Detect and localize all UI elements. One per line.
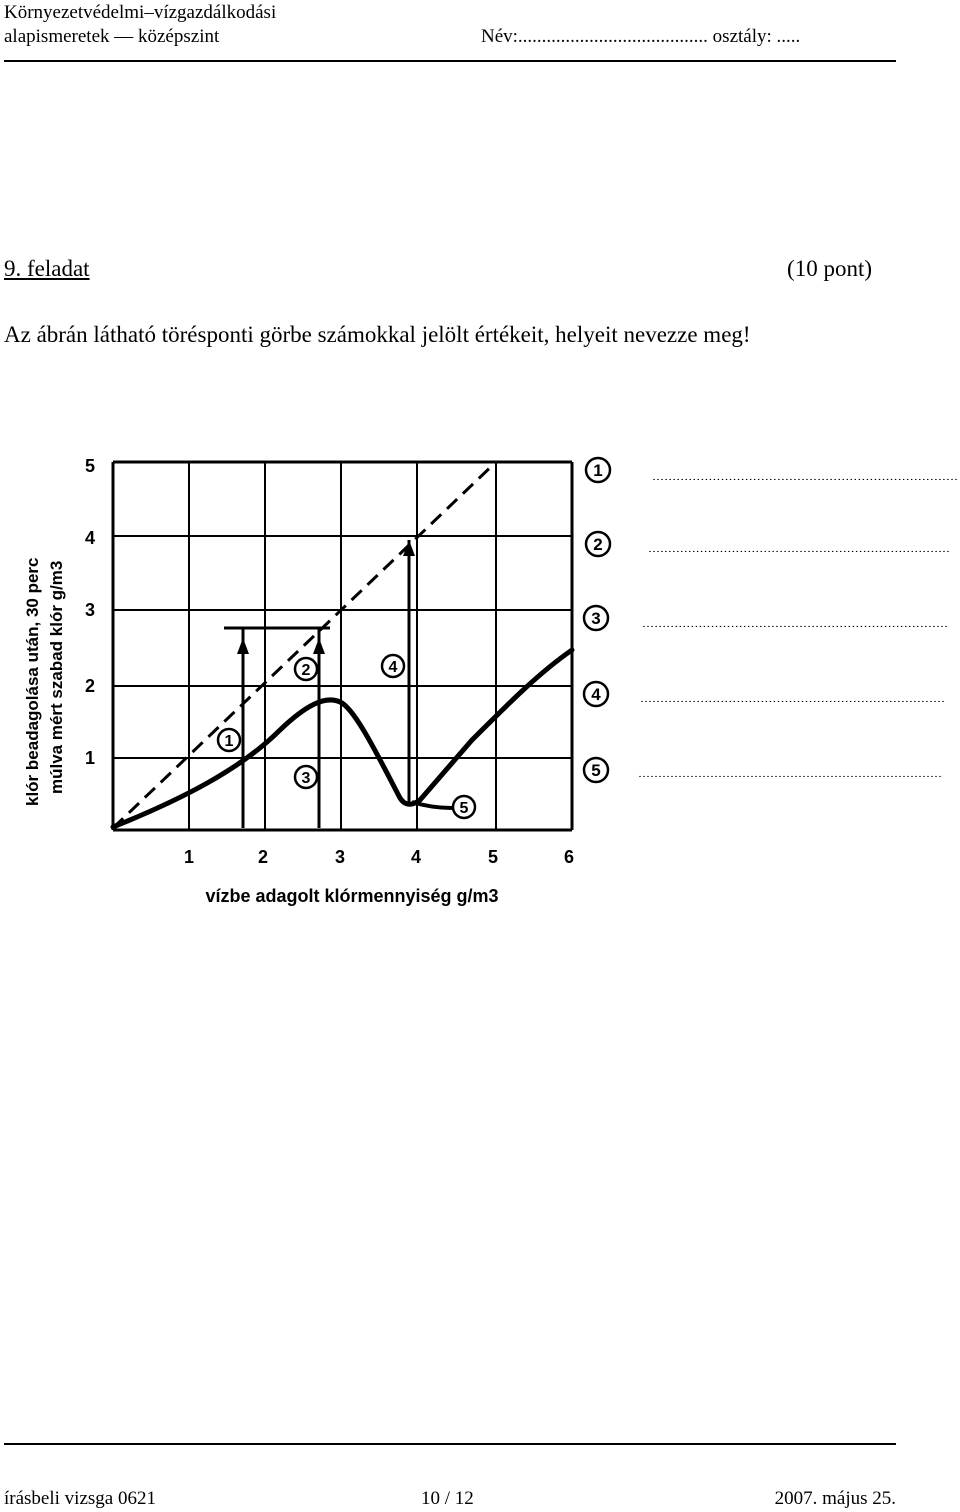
marker-1 xyxy=(218,729,240,751)
marker-4-label: 4 xyxy=(388,659,398,676)
arrow-head-2 xyxy=(313,638,325,654)
name-class-field: Név:........................................ osztály: ..... xyxy=(481,26,801,47)
answer-marker-3: 3 xyxy=(591,609,601,628)
answer-line-2: ............................................................................ xyxy=(648,544,950,555)
answer-line-3: ............................................................................ xyxy=(642,619,948,630)
x-axis-label: vízbe adagolt klórmennyiség g/m3 xyxy=(205,886,499,906)
footer-page-number: 10 / 12 xyxy=(421,1488,474,1509)
marker-5 xyxy=(453,796,475,818)
subject-title: Környezetvédelmi–vízgazdálkodási xyxy=(4,2,277,23)
answer-line-5: ............................................................................ xyxy=(638,769,942,780)
marker-3 xyxy=(295,766,317,788)
header-rule xyxy=(4,60,896,62)
x-tick-2: 2 xyxy=(257,847,269,867)
marker-1-label: 1 xyxy=(224,733,234,750)
answer-list xyxy=(584,458,610,782)
x-tick-5: 5 xyxy=(487,847,499,867)
subject-level: alapismeretek — középszint xyxy=(4,26,220,47)
y-axis-label-line2: múlva mért szabad klór g/m3 xyxy=(47,560,66,794)
footer-exam-code: írásbeli vizsga 0621 xyxy=(4,1488,156,1509)
answer-marker-1: 1 xyxy=(593,461,603,480)
answer-item-5 xyxy=(584,758,608,782)
x-tick-1: 1 xyxy=(183,847,195,867)
y-tick-1: 1 xyxy=(84,748,96,768)
answer-marker-4: 4 xyxy=(591,685,601,704)
answer-item-4 xyxy=(584,682,608,706)
answer-item-2 xyxy=(586,532,610,556)
y-tick-labels xyxy=(85,456,95,768)
y-axis-label-line1: klór beadagolása után, 30 perc xyxy=(23,557,42,806)
y-tick-3: 3 xyxy=(84,600,96,620)
x-tick-6: 6 xyxy=(563,847,575,867)
y-tick-5: 5 xyxy=(84,456,96,476)
breakpoint-curve xyxy=(113,650,572,827)
answer-line-4: ............................................................................ xyxy=(640,694,945,705)
task-points: (10 pont) xyxy=(787,256,872,281)
y-tick-2: 2 xyxy=(84,676,96,696)
breakpoint-chlorination-figure xyxy=(0,440,960,920)
x-tick-labels xyxy=(184,847,574,867)
marker-5-label: 5 xyxy=(459,800,469,817)
arrow-head-1 xyxy=(237,638,249,654)
chart-grid xyxy=(113,462,572,830)
marker-3-label: 3 xyxy=(301,770,311,787)
y-tick-4: 4 xyxy=(84,528,96,548)
footer-rule xyxy=(4,1443,896,1445)
marker-2 xyxy=(295,658,317,680)
answer-item-1 xyxy=(586,458,610,482)
answer-marker-2: 2 xyxy=(593,535,603,554)
marker-2-label: 2 xyxy=(301,662,311,679)
answer-marker-5: 5 xyxy=(591,761,601,780)
marker-4 xyxy=(382,655,404,677)
answer-lines xyxy=(638,472,958,780)
x-tick-3: 3 xyxy=(334,847,346,867)
answer-item-3 xyxy=(584,606,608,630)
task-instruction: Az ábrán látható törésponti görbe számokkal jelölt értékeit, helyeit nevezze meg! xyxy=(4,322,751,347)
task-number: 9. feladat xyxy=(4,256,90,281)
x-tick-4: 4 xyxy=(410,847,422,867)
footer-date: 2007. május 25. xyxy=(774,1488,896,1509)
plot-markers xyxy=(218,655,475,818)
answer-line-1: ............................................................................ xyxy=(652,472,958,483)
